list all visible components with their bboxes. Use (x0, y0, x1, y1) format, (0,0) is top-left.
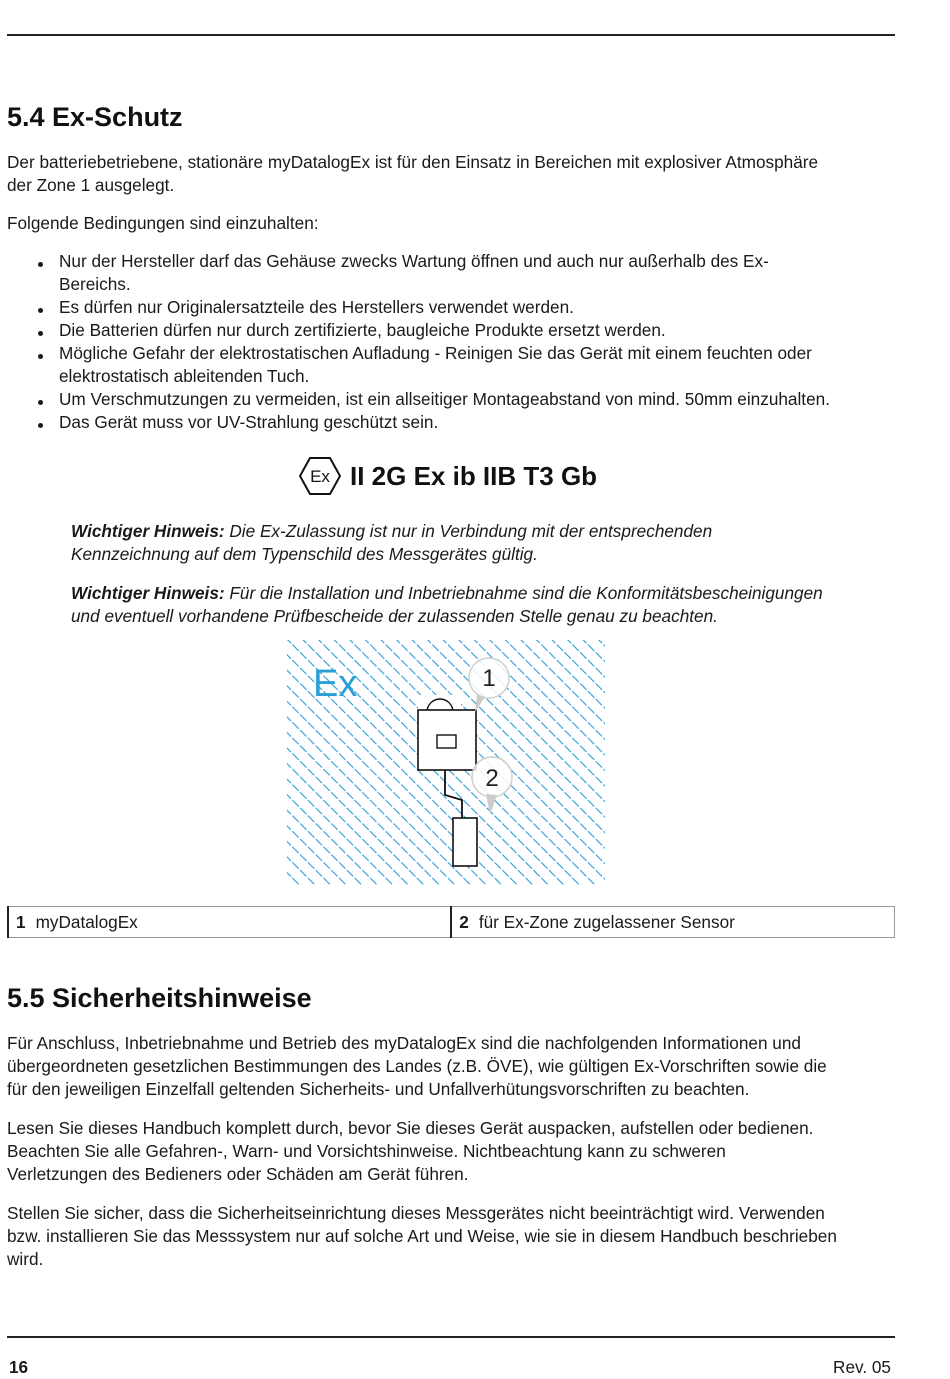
ex-marking-code: II 2G Ex ib IIB T3 Gb (350, 460, 598, 491)
list-item: Die Batterien dürfen nur durch zertifizierte, baugleiche Produkte ersetzt werden. (0, 319, 900, 342)
figure-legend-table (7, 906, 895, 938)
section-heading-sicherheitshinweise: 5.5 Sicherheitshinweise (7, 983, 312, 1013)
list-item: Mögliche Gefahr der elektrostatischen Aufladung - Reinigen Sie das Gerät mit einem feuchten oder elektrostatisch ableitenden Tuch. (0, 342, 900, 388)
conditions-title: Folgende Bedingungen sind einzuhalten: (7, 213, 319, 233)
safety-paragraph: Lesen Sie dieses Handbuch komplett durch, bevor Sie dieses Gerät auspacken, aufstellen oder bedienen. Beachten Sie alle Gefahren-, Warn- und Vorsichtshinweise. Nichtbeachtung kann zu schweren Verletzungen des Bedieners oder Schäden am Gerät führen. (7, 1118, 814, 1184)
note-label: Wichtiger Hinweis: (71, 521, 225, 541)
list-item: Nur der Hersteller darf das Gehäuse zwecks Wartung öffnen und auch nur außerhalb des Ex- Bereichs. (0, 250, 900, 296)
note-label: Wichtiger Hinweis: (71, 583, 225, 603)
conditions-list (0, 250, 900, 434)
list-item: Es dürfen nur Originalersatzteile des Herstellers verwendet werden. (0, 296, 900, 319)
svg-text:2: 2 (485, 765, 499, 792)
legend-cell: 1 myDatalogEx (8, 907, 451, 938)
revision-label: Rev. 05 (833, 1357, 891, 1377)
section-heading-ex-schutz: 5.4 Ex-Schutz (7, 102, 183, 132)
ex-marking (298, 456, 597, 496)
intro-line: Der batteriebetriebene, stationäre myDatalogEx ist für den Einsatz in Bereichen mit explosiver Atmosphäre (7, 152, 819, 172)
table-row (8, 907, 895, 938)
ex-zone-label: Ex (313, 663, 358, 705)
sensor (453, 818, 477, 866)
page-number: 16 (9, 1357, 29, 1377)
safety-paragraph: Stellen Sie sicher, dass die Sicherheitseinrichtung dieses Messgerätes nicht beeinträchtigt wird. Verwenden bzw. installieren Sie das Messsystem nur auf solche Art und Weise, wie sie in diesem Handbuch beschrieben wird. (7, 1203, 837, 1269)
intro-paragraph (7, 151, 897, 197)
legend-cell: 2 für Ex-Zone zugelassener Sensor (451, 907, 894, 938)
important-note-2: Wichtiger Hinweis: Für die Installation und Inbetriebnahme sind die Konformitätsbescheinigungen und eventuell vorhandene Prüfbescheide der zulassenden Stelle genau zu beachten. (71, 583, 823, 626)
ex-hexagon-icon (298, 456, 342, 496)
svg-text:1: 1 (482, 665, 496, 692)
footer-rule (7, 1336, 895, 1338)
important-note-1: Wichtiger Hinweis: Die Ex-Zulassung ist nur in Verbindung mit der entsprechenden Kennzeichnung auf dem Typenschild des Messgerätes gültig. (71, 521, 713, 564)
ex-zone-diagram (287, 640, 605, 890)
header-rule (7, 34, 895, 36)
safety-paragraph: Für Anschluss, Inbetriebnahme und Betrieb des myDatalogEx sind die nachfolgenden Informationen und übergeordneten gesetzlichen Bestimmungen des Landes (z.B. ÖVE), wie gültigen Ex-Vorschriften sowie die für den jeweiligen Einzelfall geltenden Sicherheits- und Unfallverhütungsvorschriften zu beachten. (7, 1033, 827, 1099)
list-item: Um Verschmutzungen zu vermeiden, ist ein allseitiger Montageabstand von mind. 50mm einzuhalten. (0, 388, 900, 411)
ex-symbol-text: Ex (310, 467, 330, 486)
list-item: Das Gerät muss vor UV-Strahlung geschützt sein. (0, 411, 900, 434)
intro-line: der Zone 1 ausgelegt. (7, 175, 175, 195)
